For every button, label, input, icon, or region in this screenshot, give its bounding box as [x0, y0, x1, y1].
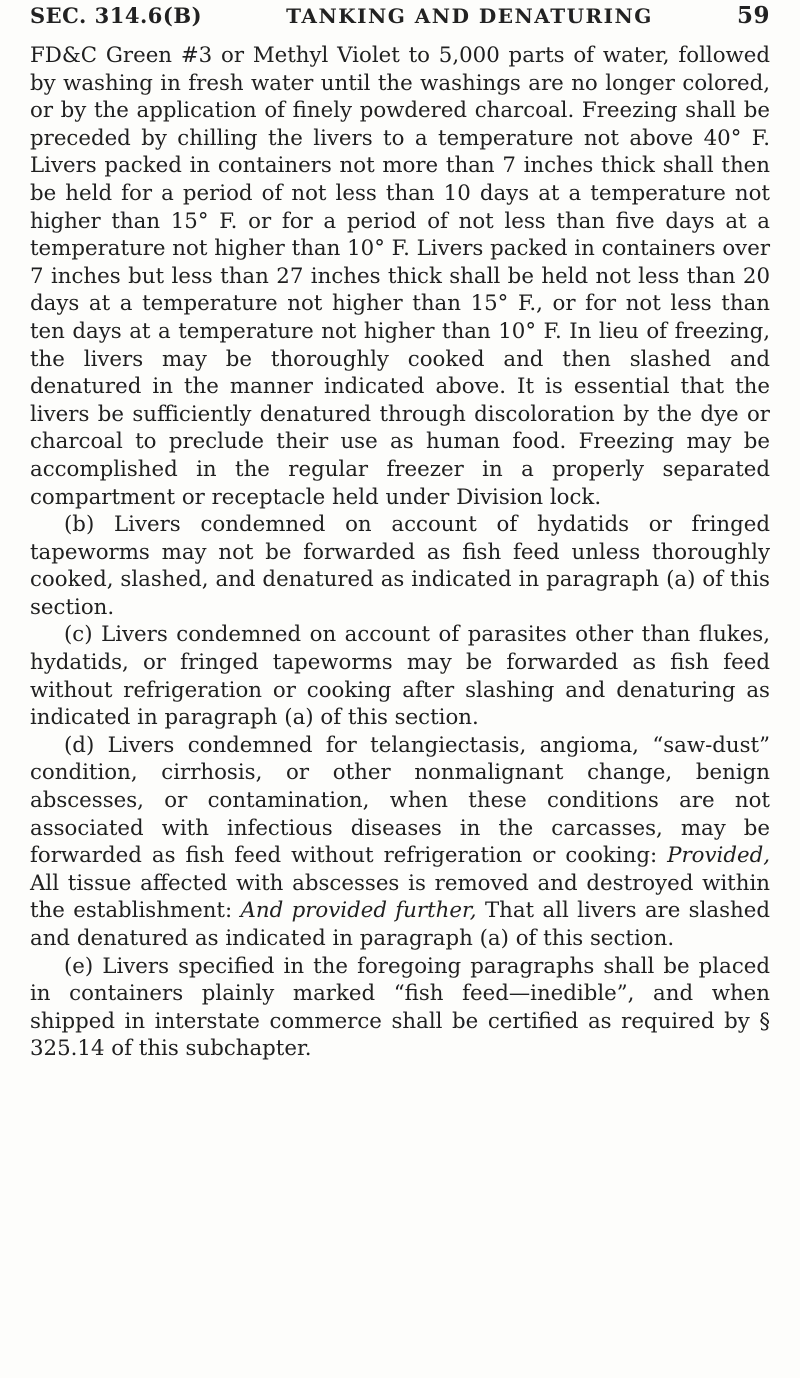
- paragraph-e-text: Livers specified in the foregoing paragraphs shall be placed in containers plainly marked “fish feed—inedible”, and when shipped in interstate commerce shall be certified as required by § 325.14 of this subchapter.: [30, 953, 770, 1062]
- paragraph-b-text: Livers condemned on account of hydatids or fringed tapeworms may not be forwarded as fish feed unless thoroughly cooked, slashed, and denatured as indicated in paragraph (a) of this section.: [30, 512, 770, 620]
- paragraph-d: [30, 732, 770, 953]
- paragraph-d-text-2: All tissue affected with abscesses is removed and destroyed within the establishment:: [30, 870, 770, 924]
- paragraph-c-label: (c): [64, 622, 93, 648]
- paragraph-a-text: FD&C Green #3 or Methyl Violet to 5,000 parts of water, followed by washing in fresh water until the washings are no longer colored, or by the application of finely powdered charcoal. Freezing shall be preceded by chilling the livers to a temperature not above 40° F. Livers packed in containers not more than 7 inches thick shall then be held for a period of not less than 10 days at a temperature not higher than 15° F. or for a period of not less than five days at a temperature not higher than 10° F. Livers packed in containers over 7 inches but less than 27 inches thick shall be held not less than 20 days at a temperature not higher than 15° F., or for not less than ten days at a temperature not higher than 10° F. In lieu of freezing, the livers may be thoroughly cooked and then slashed and denatured in the manner indicated above. It is essential that the livers be sufficiently denatured through discoloration by the dye or charcoal to preclude their use as human food. Freezing may be accomplished in the regular freezer in a properly separated compartment or receptacle held under Division lock.: [30, 43, 770, 510]
- paragraph-b-label: (b): [64, 512, 95, 538]
- paragraph-a-continued: [30, 42, 770, 511]
- paragraph-c: [30, 621, 770, 731]
- running-header: [30, 2, 770, 36]
- paragraph-d-text-3: That all livers are slashed and denatured as indicated in paragraph (a) of this section.: [30, 898, 770, 951]
- paragraph-c-text: Livers condemned on account of parasites other than flukes, hydatids, or fringed tapeworms may be forwarded as fish feed without refrigeration or cooking after slashing and denaturing as indicated in paragraph (a) of this section.: [30, 622, 770, 731]
- paragraph-b: [30, 511, 770, 621]
- paragraph-d-text-1: Livers condemned for telangiectasis, angioma, “saw-dust” condition, cirrhosis, or other nonmalignant change, benign abscesses, or contamination, when these conditions are not associated with infectious diseases in the carcasses, may be forwarded as fish feed without refrigeration or cooking:: [30, 732, 770, 869]
- paragraph-d-proviso-2: And provided further,: [240, 898, 477, 924]
- paragraph-d-proviso-1: Provided,: [667, 843, 770, 869]
- page-number: 59: [736, 2, 770, 29]
- paragraph-e-label: (e): [64, 953, 94, 979]
- section-reference: SEC. 314.6(B): [30, 3, 203, 28]
- paragraph-e: [30, 953, 770, 1063]
- paragraph-d-label: (d): [64, 732, 95, 758]
- chapter-title: TANKING AND DENATURING: [286, 4, 653, 28]
- body-text: [30, 42, 770, 1063]
